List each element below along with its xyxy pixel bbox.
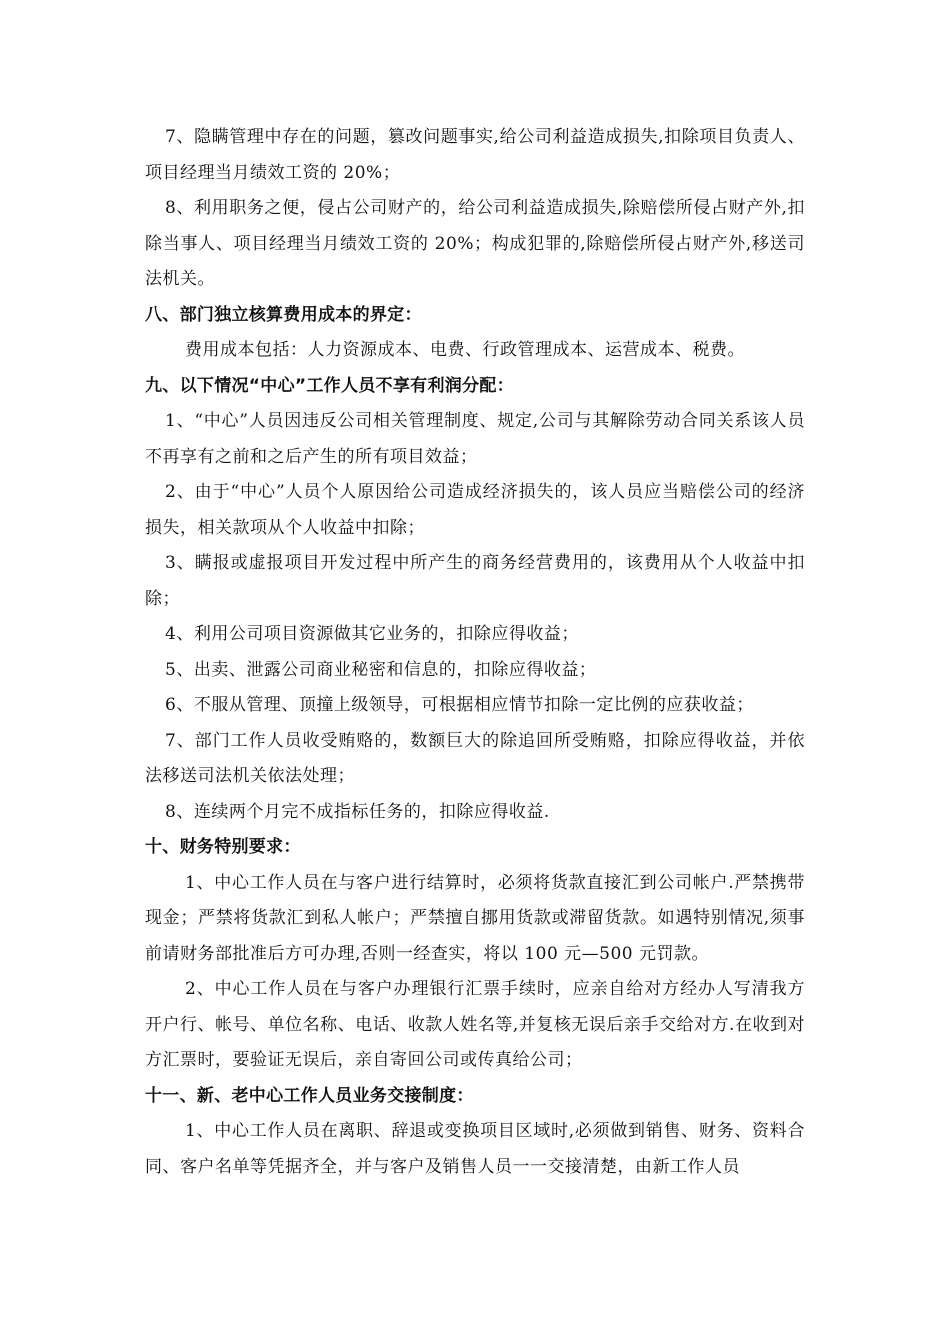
section-9-item-5: 5、出卖、泄露公司商业秘密和信息的，扣除应得收益； [165,659,597,680]
clause-8-penalty: 8、利用职务之便，侵占公司财产的，给公司利益造成损失,除赔偿所侵占财产外,扣除当事人、项目经理当月绩效工资的 20%；构成犯罪的,除赔偿所侵占财产外,移送司法机关。 [145,198,805,289]
section-9-item-3: 3、瞒报或虚报项目开发过程中所产生的商务经营费用的，该费用从个人收益中扣除； [145,553,805,609]
section-11-heading: 十一、新、老中心工作人员业务交接制度： [145,1085,474,1106]
document-body [145,120,805,1185]
section-9-heading: 九、以下情况“中心”工作人员不享有利润分配： [145,375,514,396]
section-9-item-2: 2、由于“中心”人员个人原因给公司造成经济损失的，该人员应当赔偿公司的经济损失，相关款项从个人收益中扣除； [145,482,805,538]
section-10-item-1: 1、中心工作人员在与客户进行结算时，必须将货款直接汇到公司帐户.严禁携带现金；严禁将货款汇到私人帐户；严禁擅自挪用货款或滞留货款。如遇特别情况,须事前请财务部批准后方可办理,否则一经查实，将以 100 元—500 元罚款。 [145,872,805,964]
section-10-item-2: 2、中心工作人员在与客户办理银行汇票手续时，应亲自给对方经办人写清我方开户行、帐号、单位名称、电话、收款人姓名等,并复核无误后亲手交给对方.在收到对方汇票时，要验证无误后，亲自寄回公司或传真给公司； [145,979,805,1070]
section-9-item-8: 8、连续两个月完不成指标任务的，扣除应得收益. [165,801,550,822]
clause-7-penalty: 7、隐瞒管理中存在的问题，篡改问题事实,给公司利益造成损失,扣除项目负责人、项目经理当月绩效工资的 20%； [145,127,805,183]
section-9-item-1: 1、“中心”人员因违反公司相关管理制度、规定,公司与其解除劳动合同关系该人员不再享有之前和之后产生的所有项目效益； [145,411,805,467]
section-8-body: 费用成本包括：人力资源成本、电费、行政管理成本、运营成本、税费。 [185,340,745,360]
section-9-item-4: 4、利用公司项目资源做其它业务的，扣除应得收益； [165,624,579,644]
section-9-item-6: 6、不服从管理、顶撞上级领导，可根据相应情节扣除一定比例的应获收益； [165,695,754,715]
section-10-heading: 十、财务特别要求： [145,837,301,857]
section-9-item-7: 7、部门工作人员收受贿赂的，数额巨大的除追回所受贿赂，扣除应得收益，并依法移送司法机关依法处理； [145,730,805,786]
section-11-item-1: 1、中心工作人员在离职、辞退或变换项目区域时,必须做到销售、财务、资料合同、客户名单等凭据齐全，并与客户及销售人员一一交接清楚，由新工作人员 [145,1121,805,1177]
section-8-heading: 八、部门独立核算费用成本的界定： [145,304,422,325]
